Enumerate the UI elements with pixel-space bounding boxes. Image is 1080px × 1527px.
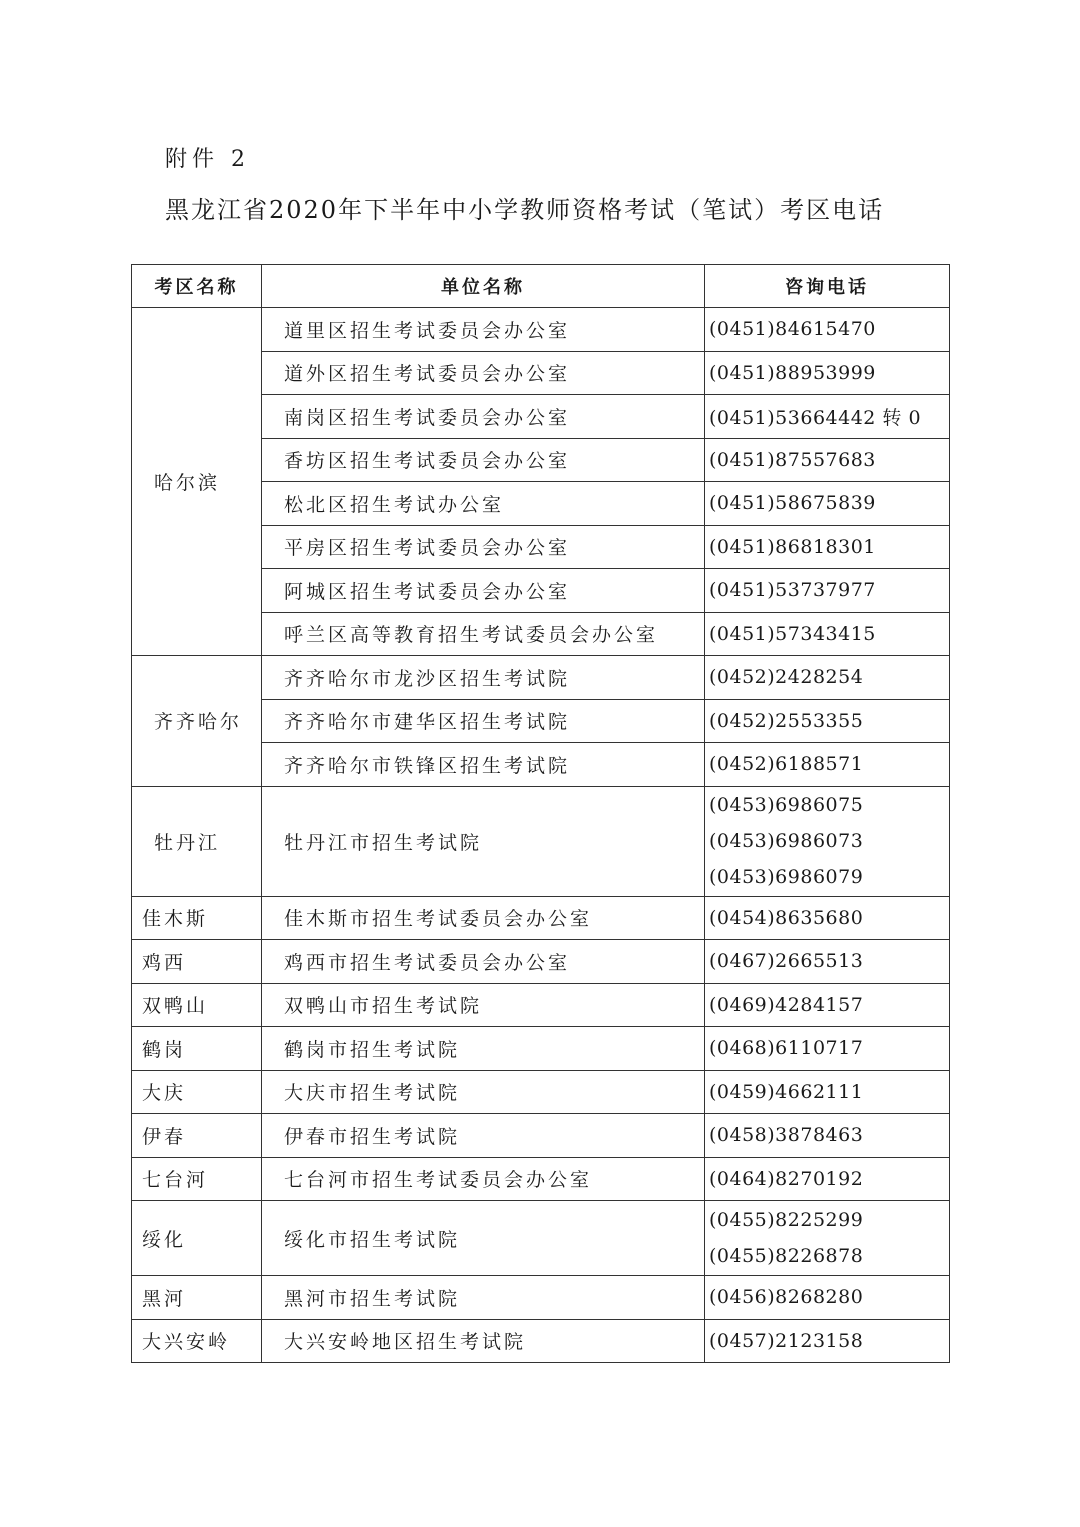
table-row	[132, 1201, 950, 1276]
table-row	[132, 656, 950, 700]
unit-cell: 道里区招生考试委员会办公室	[262, 308, 705, 352]
unit-cell: 鹤岗市招生考试院	[262, 1027, 705, 1071]
phone-cell	[705, 1201, 950, 1276]
document-title: 黑龙江省2020年下半年中小学教师资格考试（笔试）考区电话	[165, 196, 885, 224]
phone-line: (0453)6986075	[709, 794, 864, 816]
phone-cell: (0457)2123158	[705, 1319, 950, 1363]
phone-cell: (0452)2428254	[705, 656, 950, 700]
phone-cell: (0452)2553355	[705, 699, 950, 743]
phone-cell: (0451)57343415	[705, 612, 950, 656]
table-row	[132, 1319, 950, 1363]
phone-cell: (0464)8270192	[705, 1157, 950, 1201]
phone-cell: (0452)6188571	[705, 743, 950, 787]
phone-cell: (0454)8635680	[705, 896, 950, 940]
unit-cell: 齐齐哈尔市龙沙区招生考试院	[262, 656, 705, 700]
region-cell: 伊春	[132, 1114, 262, 1158]
region-cell: 齐齐哈尔	[132, 656, 262, 787]
region-cell: 鸡西	[132, 940, 262, 984]
phone-line: (0453)6986073	[709, 830, 864, 852]
region-cell: 黑河	[132, 1276, 262, 1320]
attachment-label: 附件 2	[165, 147, 250, 172]
phone-line: (0455)8225299	[709, 1209, 864, 1231]
header-phone: 咨询电话	[705, 265, 950, 308]
unit-cell: 松北区招生考试办公室	[262, 482, 705, 526]
table-row	[132, 1027, 950, 1071]
unit-cell: 呼兰区高等教育招生考试委员会办公室	[262, 612, 705, 656]
phone-cell	[705, 786, 950, 896]
phone-cell: (0458)3878463	[705, 1114, 950, 1158]
table-row	[132, 1276, 950, 1320]
region-cell: 牡丹江	[132, 786, 262, 896]
table-row	[132, 983, 950, 1027]
unit-cell: 阿城区招生考试委员会办公室	[262, 569, 705, 613]
unit-cell: 平房区招生考试委员会办公室	[262, 525, 705, 569]
region-cell: 双鸭山	[132, 983, 262, 1027]
phone-cell: (0451)87557683	[705, 438, 950, 482]
unit-cell: 齐齐哈尔市建华区招生考试院	[262, 699, 705, 743]
table-row	[132, 1114, 950, 1158]
unit-cell: 鸡西市招生考试委员会办公室	[262, 940, 705, 984]
phone-cell: (0459)4662111	[705, 1070, 950, 1114]
phone-cell: (0467)2665513	[705, 940, 950, 984]
unit-cell: 伊春市招生考试院	[262, 1114, 705, 1158]
unit-cell: 道外区招生考试委员会办公室	[262, 351, 705, 395]
phone-cell: (0456)8268280	[705, 1276, 950, 1320]
region-cell: 佳木斯	[132, 896, 262, 940]
unit-cell: 大庆市招生考试院	[262, 1070, 705, 1114]
phone-cell: (0451)53664442 转 0	[705, 395, 950, 439]
phone-line: (0455)8226878	[709, 1245, 864, 1267]
region-cell: 大庆	[132, 1070, 262, 1114]
unit-cell: 大兴安岭地区招生考试院	[262, 1319, 705, 1363]
table-row	[132, 1070, 950, 1114]
phone-cell: (0451)84615470	[705, 308, 950, 352]
unit-cell: 绥化市招生考试院	[262, 1201, 705, 1276]
region-cell: 大兴安岭	[132, 1319, 262, 1363]
phone-cell: (0468)6110717	[705, 1027, 950, 1071]
unit-cell: 齐齐哈尔市铁锋区招生考试院	[262, 743, 705, 787]
table-row	[132, 786, 950, 896]
header-unit: 单位名称	[262, 265, 705, 308]
unit-cell: 黑河市招生考试院	[262, 1276, 705, 1320]
region-cell: 鹤岗	[132, 1027, 262, 1071]
phone-cell: (0451)58675839	[705, 482, 950, 526]
unit-cell: 南岗区招生考试委员会办公室	[262, 395, 705, 439]
unit-cell: 佳木斯市招生考试委员会办公室	[262, 896, 705, 940]
unit-cell: 七台河市招生考试委员会办公室	[262, 1157, 705, 1201]
phone-cell: (0451)86818301	[705, 525, 950, 569]
phone-cell: (0469)4284157	[705, 983, 950, 1027]
unit-cell: 双鸭山市招生考试院	[262, 983, 705, 1027]
table-row	[132, 896, 950, 940]
unit-cell: 牡丹江市招生考试院	[262, 786, 705, 896]
phone-line: (0453)6986079	[709, 866, 864, 888]
table-header-row	[132, 265, 950, 308]
region-cell: 绥化	[132, 1201, 262, 1276]
region-cell: 七台河	[132, 1157, 262, 1201]
table-row	[132, 940, 950, 984]
phone-cell: (0451)53737977	[705, 569, 950, 613]
unit-cell: 香坊区招生考试委员会办公室	[262, 438, 705, 482]
table-row	[132, 1157, 950, 1201]
region-cell: 哈尔滨	[132, 308, 262, 656]
exam-area-phone-table	[131, 264, 950, 1363]
table-row	[132, 308, 950, 352]
header-region: 考区名称	[132, 265, 262, 308]
phone-cell: (0451)88953999	[705, 351, 950, 395]
